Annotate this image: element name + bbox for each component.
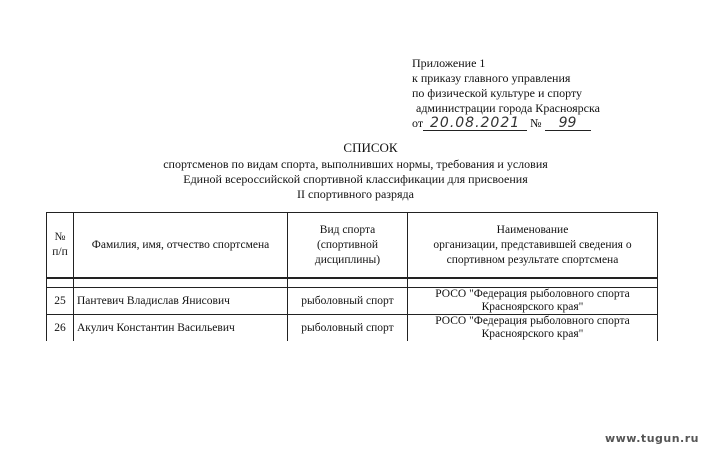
header-number-line-1: №: [54, 231, 66, 243]
organization-line-1: РОСО "Федерация рыболовного спорта: [435, 288, 630, 300]
athletes-table: [46, 212, 658, 341]
athlete-name: Акулич Константин Васильевич: [74, 315, 288, 342]
spacer-cell: [74, 278, 288, 288]
appendix-line-2: к приказу главного управления: [412, 71, 571, 85]
header-organization: [408, 213, 658, 279]
header-name: Фамилия, имя, отчество спортсмена: [74, 213, 288, 279]
header-org-line-1: Наименование: [496, 223, 569, 236]
header-org-line-2: организации, представившей сведения о: [433, 238, 632, 251]
header-number-line-2: п/п: [52, 246, 68, 258]
sport-discipline: рыболовный спорт: [288, 288, 408, 315]
organization-line-2: Красноярского края": [481, 328, 584, 340]
handwritten-date: 20.08.2021: [423, 117, 527, 131]
header-sport-line-3: дисциплины): [314, 253, 381, 266]
header-number: [47, 213, 74, 279]
table-header-row: [47, 213, 658, 279]
athlete-name: Пантевич Владислав Янисович: [74, 288, 288, 315]
appendix-line-3: по физической культуре и спорту: [412, 86, 583, 100]
title-line-1: спортсменов по видам спорта, выполнивших нормы, требования и условия: [163, 157, 548, 171]
organization-line-1: РОСО "Федерация рыболовного спорта: [435, 315, 630, 327]
table-spacer-row: [47, 278, 658, 288]
appendix-block: [412, 56, 600, 131]
sport-discipline: рыболовный спорт: [288, 315, 408, 342]
number-prefix: №: [530, 116, 542, 130]
spacer-cell: [408, 278, 658, 288]
organization: [408, 288, 658, 315]
title-line-2: Единой всероссийской спортивной классификации для присвоения: [183, 172, 528, 186]
document-title: [0, 140, 711, 202]
table-row: [47, 288, 658, 315]
row-number: 25: [47, 288, 74, 315]
header-sport: [288, 213, 408, 279]
spacer-cell: [288, 278, 408, 288]
organization-line-2: Красноярского края": [481, 301, 584, 313]
header-sport-line-2: (спортивной: [316, 238, 379, 251]
date-prefix: от: [412, 116, 424, 130]
row-number: 26: [47, 315, 74, 342]
appendix-line-1: Приложение 1: [412, 56, 486, 70]
title-heading: СПИСОК: [343, 140, 398, 155]
table-row: [47, 315, 658, 342]
header-org-line-3: спортивном результате спортсмена: [446, 253, 619, 266]
organization: [408, 315, 658, 342]
appendix-line-4: администрации города Красноярска: [416, 101, 600, 115]
spacer-cell: [47, 278, 74, 288]
order-date-number-line: [412, 116, 600, 131]
header-sport-line-1: Вид спорта: [319, 223, 376, 236]
handwritten-number: 99: [545, 117, 591, 131]
site-watermark: www.tugun.ru: [604, 432, 699, 445]
title-line-3: II спортивного разряда: [297, 187, 414, 201]
